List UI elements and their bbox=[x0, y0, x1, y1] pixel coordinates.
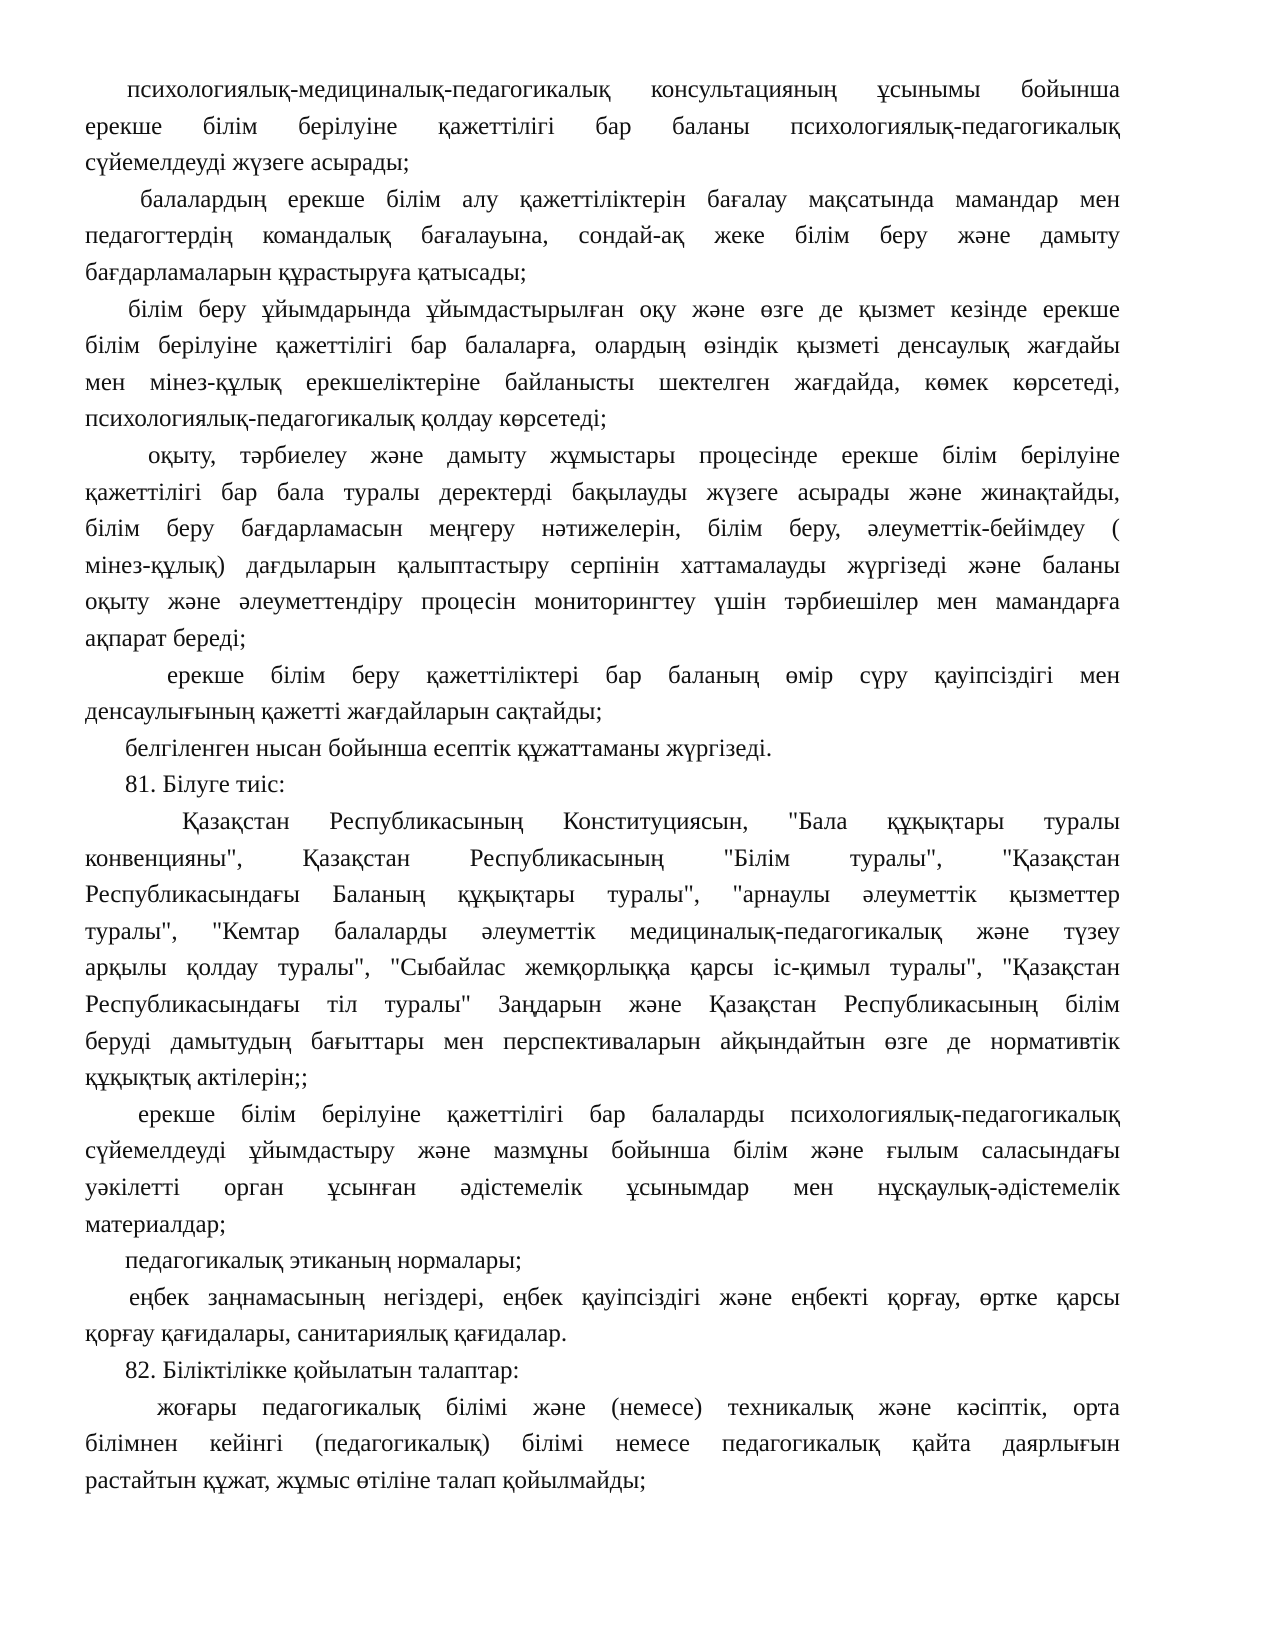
text-line: белгіленген нысан бойынша есептік құжаттаманы жүргізеді. bbox=[125, 734, 773, 762]
text-line: балалардың ерекше білім алу қажеттіліктерін бағалау мақсатында мамандар мен bbox=[140, 185, 1120, 213]
text-line: психологиялық-медициналық-педагогикалық консультацияның ұсынымы бойынша bbox=[127, 76, 1120, 103]
text-line: білім берілуіне қажеттілігі бар балаларға, олардың өзіндік қызметі денсаулық жағдайы bbox=[85, 332, 1120, 360]
text-line: қажеттілігі бар бала туралы деректерді бақылауды жүзеге асырады және жинақтайды, bbox=[85, 478, 1120, 506]
text-line: ерекше білім берілуіне қажеттілігі бар балаларды психологиялық-педагогикалық bbox=[138, 1100, 1120, 1128]
text-line: конвенцияны", Қазақстан Республикасының "Білім туралы", "Қазақстан bbox=[85, 844, 1120, 872]
text-line: арқылы қолдау туралы", "Сыбайлас жемқорлыққа қарсы іс-қимыл туралы", "Қазақстан bbox=[85, 954, 1120, 982]
text-line: құқықтық актілерін;; bbox=[85, 1064, 308, 1092]
text-line: растайтын құжат, жұмыс өтіліне талап қойылмайды; bbox=[85, 1466, 647, 1494]
text-line: мен мінез-құлық ерекшеліктеріне байланысты шектелген жағдайда, көмек көрсетеді, bbox=[85, 368, 1120, 396]
text-line: білім беру ұйымдарында ұйымдастырылған оқу және өзге де қызмет кезінде ерекше bbox=[128, 295, 1120, 323]
text-line: оқыту, тәрбиелеу және дамыту жұмыстары процесінде ерекше білім берілуіне bbox=[148, 442, 1120, 469]
text-line: беруді дамытудың бағыттары мен перспективаларын айқындайтын өзге де нормативтік bbox=[85, 1027, 1120, 1055]
text-line: оқыту және әлеуметтендіру процесін мониторингтеу үшін тәрбиешілер мен мамандарға bbox=[85, 588, 1120, 616]
text-line: педагогикалық этиканың нормалары; bbox=[125, 1247, 522, 1275]
text-line: педагогтердің командалық бағалауына, сондай-ақ жеке білім беру және дамыту bbox=[85, 222, 1120, 250]
text-line: бағдарламаларын құрастыруға қатысады; bbox=[85, 259, 527, 286]
text-line: ерекше білім берілуіне қажеттілігі бар баланы психологиялық-педагогикалық bbox=[85, 112, 1120, 140]
text-line: сүйемелдеуді ұйымдастыру және мазмұны бойынша білім және ғылым саласындағы bbox=[85, 1137, 1120, 1165]
text-line: жоғары педагогикалық білімі және (немесе) техникалық және кәсіптік, орта bbox=[157, 1393, 1120, 1421]
text-line: психологиялық-педагогикалық қолдау көрсетеді; bbox=[85, 405, 607, 433]
text-line: қорғау қағидалары, санитариялық қағидалар. bbox=[85, 1320, 568, 1348]
text-line: ақпарат береді; bbox=[85, 625, 247, 652]
text-line: білім беру бағдарламасын меңгеру нәтижелерін, білім беру, әлеуметтік-бейімдеу ( bbox=[85, 515, 1120, 543]
text-line: сүйемелдеуді жүзеге асырады; bbox=[85, 149, 410, 177]
text-line: 82. Біліктілікке қойылатын талаптар: bbox=[125, 1357, 520, 1384]
text-line: материалдар; bbox=[85, 1210, 227, 1238]
text-line: Республикасындағы тіл туралы" Заңдарын және Қазақстан Республикасының білім bbox=[85, 991, 1120, 1018]
text-line: 81. Білуге тиіс: bbox=[125, 771, 286, 799]
text-line: Қазақстан Республикасының Конституциясын, "Бала құқықтары туралы bbox=[182, 808, 1120, 835]
text-line: еңбек заңнамасының негіздері, еңбек қауіпсіздігі және еңбекті қорғау, өртке қарсы bbox=[129, 1283, 1120, 1311]
text-line: Республикасындағы Баланың құқықтары туралы", "арнаулы әлеуметтік қызметтер bbox=[85, 881, 1120, 909]
text-line: денсаулығының қажетті жағдайларын сақтайды; bbox=[85, 698, 603, 726]
text-line: білімнен кейінгі (педагогикалық) білімі немесе педагогикалық қайта даярлығын bbox=[85, 1430, 1120, 1458]
text-line: ерекше білім беру қажеттіліктері бар баланың өмір сүру қауіпсіздігі мен bbox=[167, 661, 1120, 689]
text-line: туралы", "Кемтар балаларды әлеуметтік медициналық-педагогикалық және түзеу bbox=[85, 917, 1120, 945]
text-line: уәкілетті орган ұсынған әдістемелік ұсынымдар мен нұсқаулық-әдістемелік bbox=[85, 1174, 1120, 1201]
text-line: мінез-құлық) дағдыларын қалыптастыру серпінін хаттамалауды жүргізеді және баланы bbox=[85, 551, 1120, 579]
